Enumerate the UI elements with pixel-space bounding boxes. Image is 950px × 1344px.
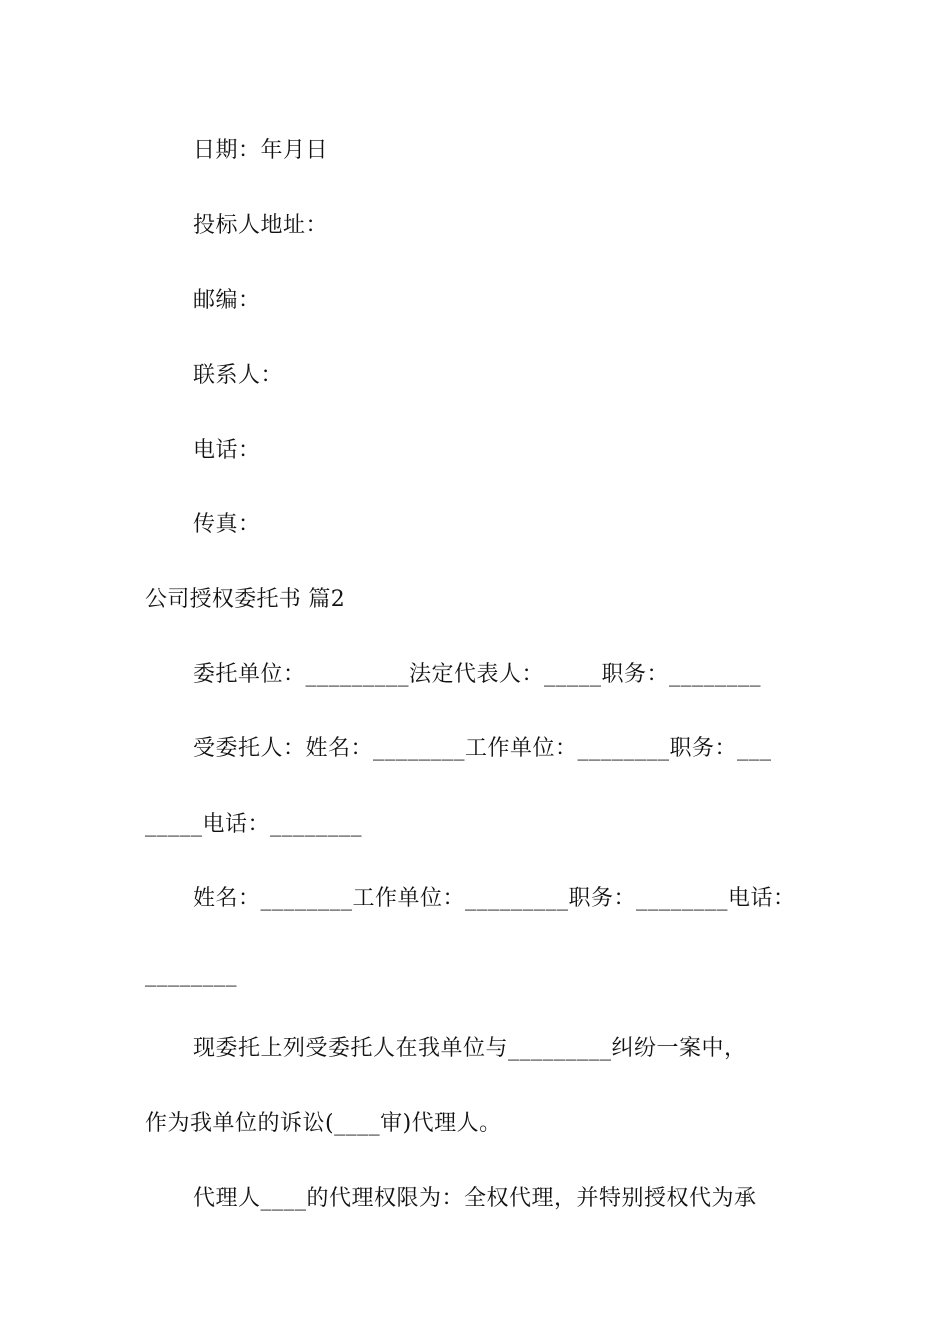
contact-person-line: 联系人： [193,363,284,388]
date-line: 日期：年月日 [193,138,329,163]
trustee-line-1: 受委托人：姓名：________工作单位：________职务：___ [193,736,772,761]
fax-line: 传真： [193,512,261,537]
second-trustee-line-2: ________ [145,962,237,987]
second-trustee-line-1: 姓名：________工作单位：_________职务：________电话： [193,886,796,911]
trustee-line-2: _____电话：________ [145,812,363,837]
entrusting-unit-line: 委托单位：_________法定代表人：_____职务：________ [193,662,762,687]
entrustment-paragraph-line-2: 作为我单位的诉讼(____审)代理人。 [145,1111,502,1136]
postcode-line: 邮编： [193,288,261,313]
section-heading: 公司授权委托书 篇2 [145,587,345,612]
authority-paragraph-line-1: 代理人____的代理权限为：全权代理，并特别授权代为承 [193,1186,757,1211]
phone-line: 电话： [193,438,261,463]
bidder-address-line: 投标人地址： [193,213,329,238]
entrustment-paragraph-line-1: 现委托上列受委托人在我单位与_________纠纷一案中， [193,1036,747,1061]
